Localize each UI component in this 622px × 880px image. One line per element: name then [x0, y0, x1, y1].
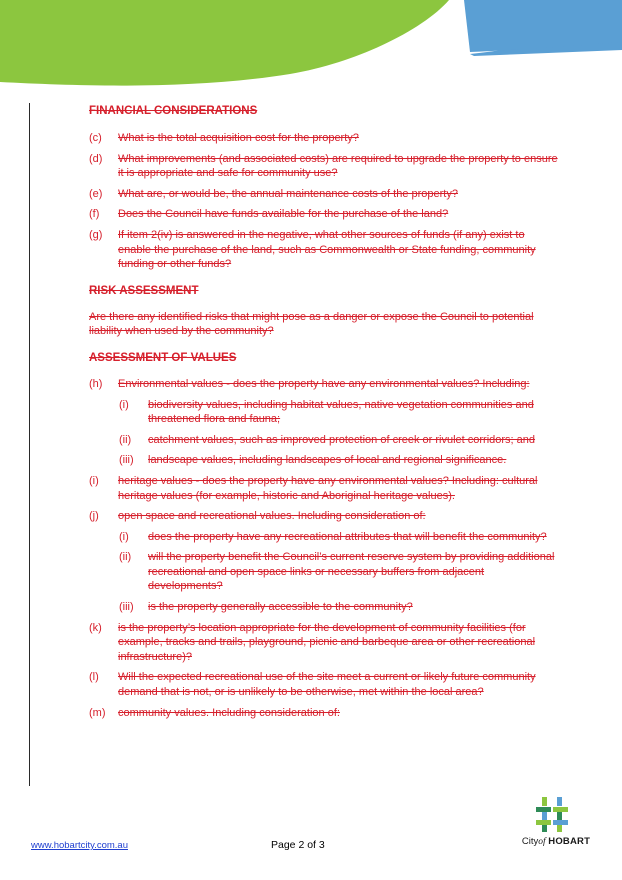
list-item — [89, 706, 559, 721]
item-number: (f) — [89, 208, 100, 221]
document-body — [89, 104, 559, 720]
sub-item-text: does the property have any recreational attributes that will benefit the community? — [148, 530, 547, 543]
item-text: open space and recreational values. Including consideration of: — [118, 510, 426, 523]
item-text: heritage values - does the property have any environmental values? Including: cultural heritage values (for example, historic and Aboriginal heritage values). — [118, 474, 538, 502]
item-text: community values. Including consideration of: — [118, 706, 340, 719]
item-text: What is the total acquisition cost for the property? — [118, 132, 359, 144]
risk-paragraph: Are there any identified risks that might pose as a danger or expose the Council to potential liability when used by the community? — [89, 310, 534, 338]
city-of-hobart-logo — [519, 797, 593, 849]
margin-rule — [29, 103, 30, 786]
item-number: (g) — [89, 228, 103, 241]
item-text: Will the expected recreational use of the site meet a current or likely future community demand that is not, or is unlikely to be otherwise, met within the local area? — [118, 671, 536, 699]
item-number: (k) — [89, 621, 102, 634]
sub-list-item — [89, 530, 559, 545]
list-item — [89, 228, 559, 272]
item-number: (c) — [89, 132, 102, 144]
sub-list-item — [89, 433, 559, 448]
page-number: Page 2 of 3 — [271, 839, 325, 851]
sub-list-item — [89, 453, 559, 468]
sub-list-item — [89, 398, 559, 427]
logo-city: City — [521, 836, 539, 847]
item-text: If item 2(iv) is answered in the negative, what other sources of funds (if any) exist to enable the purchase of the land, such as Commonwealth or State funding, community funding or other funds? — [118, 228, 536, 271]
list-item — [89, 377, 559, 392]
list-item — [89, 474, 559, 503]
list-item — [89, 621, 559, 665]
list-item — [89, 152, 559, 181]
item-number: (m) — [89, 706, 106, 719]
sub-item-number: (ii) — [119, 433, 132, 446]
sub-item-number: (iii) — [119, 454, 134, 467]
sub-list-item — [89, 550, 559, 594]
item-number: (i) — [89, 474, 99, 487]
sub-list-item — [89, 600, 559, 615]
sub-item-number: (ii) — [119, 551, 132, 564]
hobart-logo-icon — [534, 797, 574, 833]
logo-hobart: HOBART — [548, 836, 591, 847]
sub-item-text: biodiversity values, including habitat values, native vegetation communities and threatened flora and fauna; — [148, 398, 534, 426]
list-item — [89, 207, 559, 222]
values-heading: ASSESSMENT OF VALUES — [89, 351, 237, 364]
website-link[interactable]: www.hobartcity.com.au — [31, 840, 128, 851]
sub-item-text: will the property benefit the Council’s current reserve system by providing additional recreational and open space links or necessary buffers from adjacent developments? — [148, 551, 555, 593]
sub-item-number: (i) — [119, 398, 129, 411]
item-text: Environmental values - does the property have any environmental values? Including: — [118, 377, 530, 390]
sub-item-number: (i) — [119, 530, 129, 543]
item-text: Does the Council have funds available for the purchase of the land? — [118, 208, 449, 221]
green-band — [0, 0, 449, 86]
sub-item-text: catchment values, such as improved protection of creek or rivulet corridors; and — [148, 433, 536, 446]
item-text: is the property’s location appropriate for the development of community facilities (for example, tracks and trails, playground, picnic and barbeque area or other recreational infrastructure)? — [118, 621, 536, 663]
item-number: (h) — [89, 377, 103, 390]
item-text: What are, or would be, the annual maintenance costs of the property? — [118, 187, 458, 200]
sub-item-number: (iii) — [119, 601, 134, 614]
financial-heading: FINANCIAL CONSIDERATIONS — [89, 105, 258, 117]
sub-item-text: landscape values, including landscapes of local and regional significance. — [148, 454, 507, 467]
header-color-bands — [0, 0, 622, 90]
list-item — [89, 131, 559, 146]
item-number: (j) — [89, 510, 99, 523]
item-number: (l) — [89, 671, 99, 684]
logo-of: of — [538, 837, 546, 847]
item-number: (d) — [89, 152, 103, 165]
item-number: (e) — [89, 187, 103, 200]
item-text: What improvements (and associated costs) are required to upgrade the property to ensure it is appropriate and safe for community use? — [118, 152, 558, 180]
sub-item-text: is the property generally accessible to the community? — [148, 601, 413, 614]
list-item — [89, 670, 559, 699]
logo-wordmark — [519, 836, 593, 847]
list-item — [89, 509, 559, 524]
risk-heading: RISK ASSESSMENT — [89, 284, 199, 297]
list-item — [89, 187, 559, 202]
